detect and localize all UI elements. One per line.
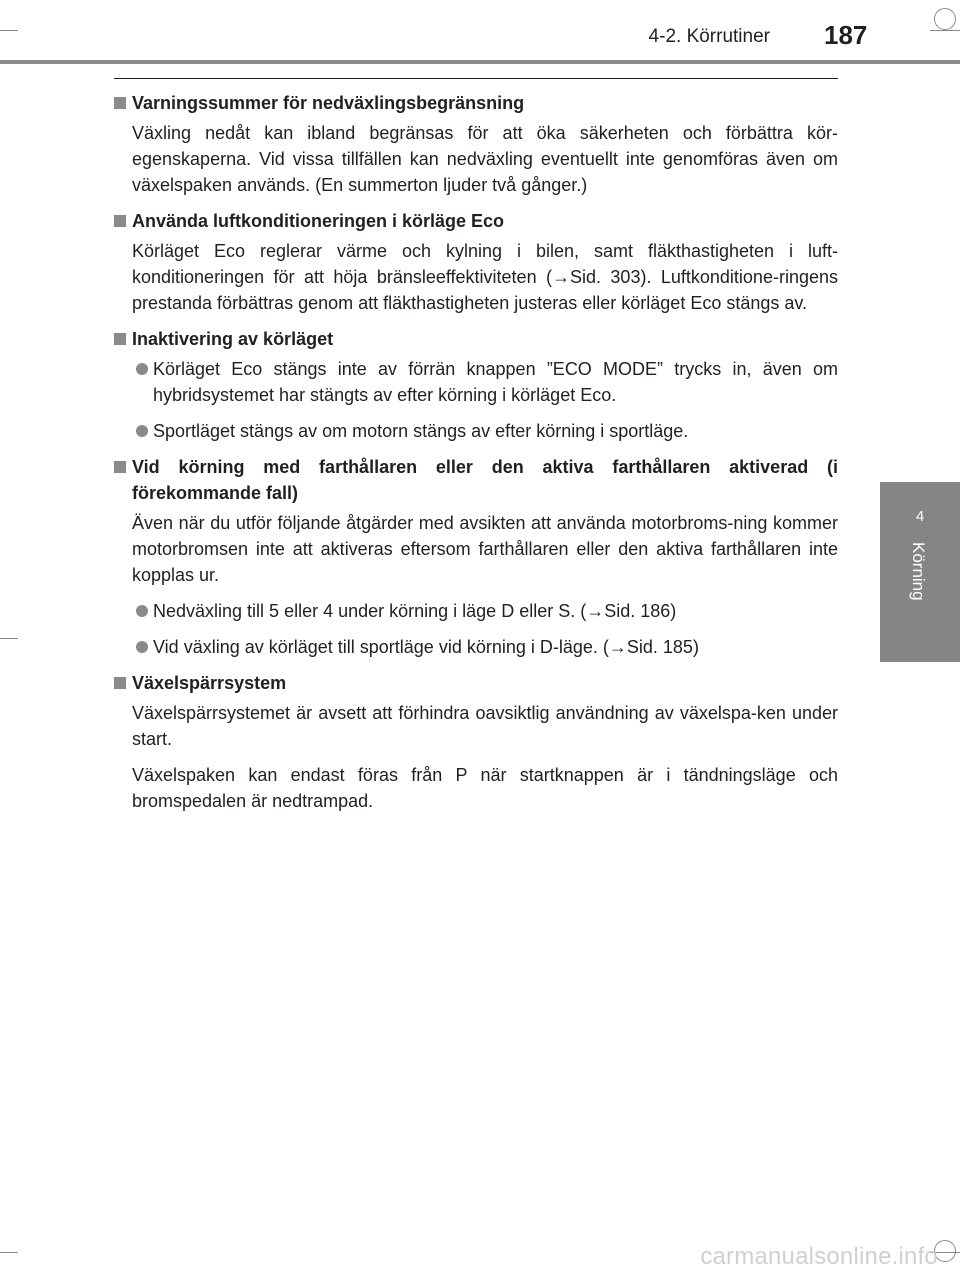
paragraph: Växling nedåt kan ibland begränsas för att öka säkerheten och förbättra kör-egenskaperna. Vid vissa tillfällen kan nedväxling eventuellt inte genomföras även om växelspaken används. (En summerton ljuder två gånger.) [132,123,838,195]
crop-mark [930,30,960,31]
square-bullet-icon [114,461,126,473]
paragraph: Körläget Eco reglerar värme och kylning i bilen, samt fläkthastigheten i luft-konditioneringen för att höja bränsleeffektiviteten (→Sid. 303). Luftkonditione-ringens prestanda förbättras genom att fläkthastigheten justeras eller körläget Eco stängs av. [132,241,838,313]
registration-mark-icon [934,8,956,30]
square-bullet-icon [114,97,126,109]
section-heading [114,90,838,116]
crop-mark [0,1252,18,1253]
page-number: 187 [824,20,868,50]
paragraph: Även när du utför följande åtgärder med avsikten att använda motorbroms-ning kommer motorbromsen inte att aktiveras eftersom farthållaren eller den aktiva farthållaren inte kopplas ur. [132,513,838,585]
section-downshift-buzzer [114,90,838,198]
list-item-text: Vid växling av körläget till sportläge vid körning i D-läge. (→Sid. 185) [153,637,699,657]
section-title: 4-2. Körrutiner [648,26,770,47]
list-item-text: Nedväxling till 5 eller 4 under körning i läge D eller S. (→Sid. 186) [153,601,677,621]
section-eco-ac [114,208,838,316]
header-divider [0,60,960,64]
round-bullet-icon [136,641,148,653]
paragraph: Växelspärrsystemet är avsett att förhindra oavsiktlig användning av växelspa-ken under start. [132,703,838,749]
list-item-text: Körläget Eco stängs inte av förrän knappen ”ECO MODE” trycks in, även om hybridsystemet har stängts av efter körning i körläget Eco. [153,359,838,405]
chapter-label: Körning [909,542,928,601]
list-item [136,634,838,660]
section-heading [114,454,838,506]
section-heading [114,326,838,352]
round-bullet-icon [136,605,148,617]
crop-mark [0,30,18,31]
list-item-text: Sportläget stängs av om motorn stängs av efter körning i sportläge. [153,421,689,441]
section-heading-text: Växelspärrsystem [132,673,287,693]
section-heading-text: Vid körning med farthållaren eller den aktiva farthållaren aktiverad (i förekommande fall) [132,457,838,503]
square-bullet-icon [114,333,126,345]
list-item [136,418,838,444]
section-heading [114,670,838,696]
site-watermark: carmanualsonline.info [700,1243,938,1270]
chapter-side-tab [880,482,960,662]
crop-mark [0,638,18,639]
list-item [136,356,838,408]
square-bullet-icon [114,215,126,227]
section-heading [114,208,838,234]
section-heading-text: Inaktivering av körläget [132,329,334,349]
list-item [136,598,838,624]
section-shift-lock [114,670,838,814]
section-cruise-control [114,454,838,660]
round-bullet-icon [136,363,148,375]
square-bullet-icon [114,677,126,689]
round-bullet-icon [136,425,148,437]
section-drive-mode-deactivation [114,326,838,444]
page-content [114,90,838,824]
content-divider [114,78,838,79]
paragraph: Växelspaken kan endast föras från P när startknappen är i tändningsläge och bromspedalen är nedtrampad. [132,765,838,811]
section-heading-text: Använda luftkonditioneringen i körläge Eco [132,211,505,231]
chapter-number: 4 [915,508,925,525]
section-heading-text: Varningssummer för nedväxlingsbegränsning [132,93,525,113]
